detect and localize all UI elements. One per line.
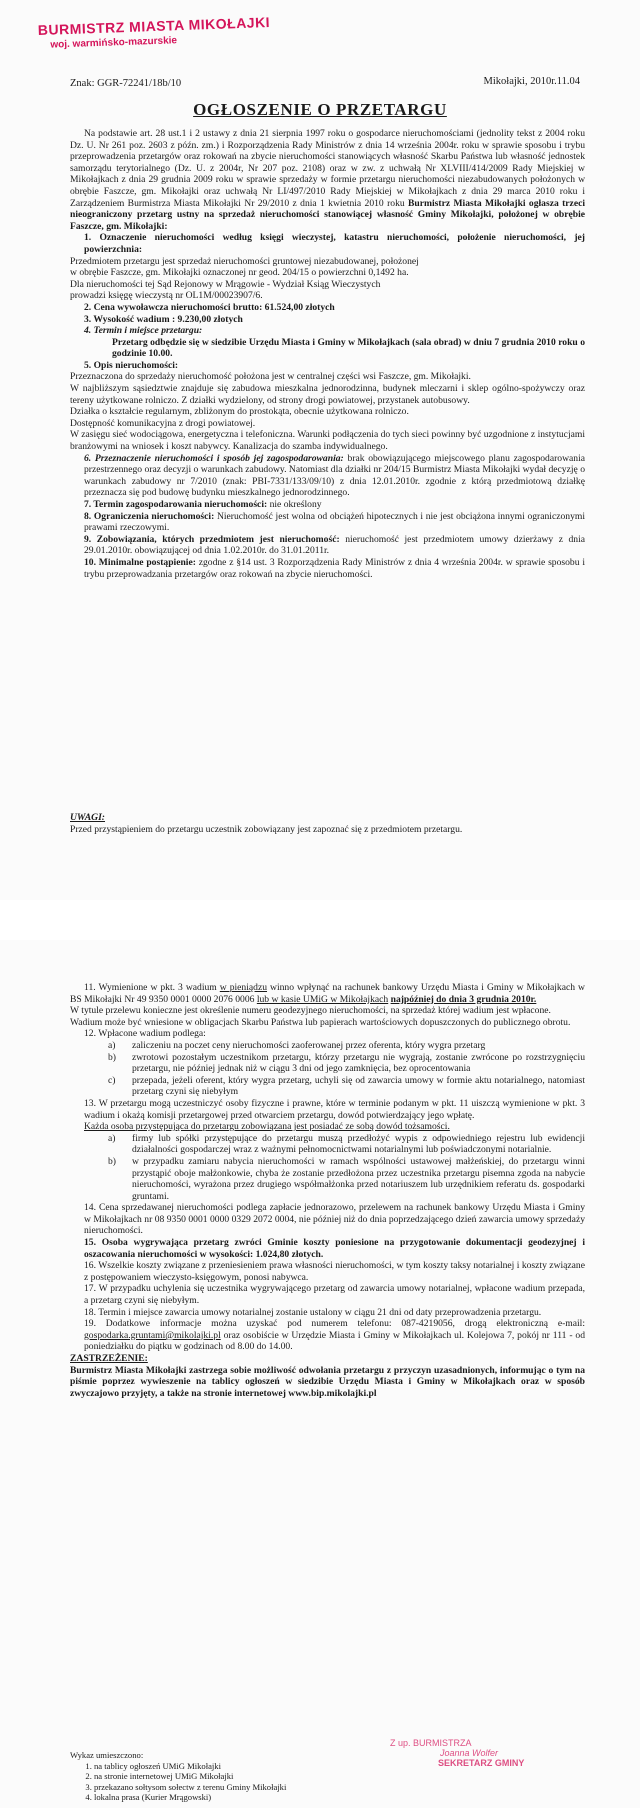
section-8 <box>70 511 585 534</box>
section-13-b-text: w przypadku zamiaru nabycia nieruchomości w ramach wspólności ustawowej małżeńskiej, do przetargu winni przystąpić oboje małżonkowie, chyba że zostanie przedłożona przez uczestnika przetargu pisemna zgoda na nabycie nieruchomości, wyrażona przez drugiego współmałżonka przed notariuszem lub urzędnikiem referatu ds. gospodarki gruntami. <box>132 1155 585 1202</box>
reference-number: Znak: GGR-72241/18b/10 <box>70 78 182 89</box>
remarks-block <box>70 812 585 835</box>
reservation-heading: ZASTRZEŻENIE: <box>70 1353 148 1364</box>
contact-email-link[interactable]: gospodarka.gruntami@mikolajki.pl <box>84 1329 221 1341</box>
section-5-para-5: W zasięgu sieć wodociągowa, energetyczna i telefoniczna. Warunki podłączenia do tych sieci powinny być uzgodnione z instytucjami branżowymi na wniosek i koszt nabywcy. Kanalizacja do szamba indywidualnego. <box>70 429 585 453</box>
section-11-para-2: W tytule przelewu konieczne jest określenie numeru geodezyjnego nieruchomości, na sprzedaż której wadium jest wpłacone. <box>70 1005 551 1017</box>
document-title: OGŁOSZENIE O PRZETARGU <box>193 100 447 119</box>
section-12-c-letter: c) <box>108 1074 116 1086</box>
section-6 <box>70 453 585 499</box>
section-11 <box>70 982 585 1005</box>
intro-paragraph <box>70 128 585 232</box>
section-9 <box>70 534 585 557</box>
section-12-heading: 12. Wpłacone wadium podlega: <box>84 1028 206 1040</box>
section-17: 17. W przypadku uchylenia się uczestnika wygrywającego przetarg od zawarcia umowy notarialnej, wpłacone wadium przepada, a przetarg czyni się niebyłym. <box>84 1283 585 1307</box>
section-7 <box>70 499 585 511</box>
section-11-para-3: Wadium może być wniesione w obligacjach Skarbu Państwa lub papierach wartościowych dopuszczonych do publicznego obrotu. <box>70 1016 571 1028</box>
section-9-heading: 9. Zobowiązania, których przedmiotem jest nieruchomość: <box>84 533 340 545</box>
stamp-line-1: BURMISTRZ MIASTA MIKOŁAJKI <box>37 13 271 39</box>
section-12-a <box>70 1040 585 1052</box>
stamp-line-2: woj. warmińsko-mazurskie <box>50 35 178 51</box>
section-5-para-2: W najbliższym sąsiedztwie znajduje się zabudowa mieszkalna jednorodzinna, budynek mleczarni i sklep ogólno-spożywczy oraz tereny użytkowane rolniczo. Z działki wydzielony, od strony drogi powiatowej, przystanek autobusowy. <box>70 383 585 406</box>
list-item: 1. na tablicy ogłoszeń UMiG Mikołajki <box>94 1761 370 1772</box>
section-13-a-letter: a) <box>108 1132 116 1144</box>
section-5-heading: 5. Opis nieruchomości: <box>84 359 179 371</box>
section-13-b <box>70 1156 585 1202</box>
section-12-a-text: zaliczeniu na poczet ceny nieruchomości zaoferowanej przez oferenta, który wygra przetarg <box>132 1039 486 1051</box>
list-item: 4. lokalna prasa (Kurier Mrągowski) <box>94 1792 370 1803</box>
page-gap <box>0 900 640 940</box>
section-19-a: 19. Dodatkowe informacje można uzyskać pod numerem telefonu: 087-4219056, drogą elektroniczną e-mail: <box>84 1318 585 1330</box>
section-1-line-4: prowadzi księgę wieczystą nr OL1M/00023907/6. <box>70 290 263 302</box>
section-7-text: nie określony <box>269 499 322 510</box>
section-12-b-text: zwrotowi pozostałym uczestnikom przetargu, którzy przetargu nie wygrają, zostanie zwrócone po rozstrzygnięciu przetargu, nie później jednak niż w ciągu 3 dni od jego zamknięcia, bez oprocentowania <box>132 1051 585 1075</box>
section-12-b <box>70 1052 585 1075</box>
section-14: 14. Cena sprzedawanej nieruchomości podlega zapłacie jednorazowo, przelewem na rachunek bankowy Urzędu Miasta i Gminy w Mikołajkach nr 08 9350 0001 0000 0329 2072 0004, nie później niż do dnia poprzedzającego dzień zawarcia umowy sprzedaży nieruchomości. <box>84 1202 585 1237</box>
section-9-text: nieruchomość jest przedmiotem umowy dzierżawy z dnia 29.01.2010r. obowiązującej od dnia 1.02.2010r. do 31.01.2011r. <box>84 533 585 557</box>
section-12-c <box>70 1075 585 1098</box>
section-5-para-1: Przeznaczona do sprzedaży nieruchomość położona jest w centralnej części wsi Faszcze, gm. Mikołajki. <box>70 371 471 383</box>
section-8-text: Nieruchomość jest wolna od obciążeń hipotecznych i nie jest obciążona innymi ograniczonymi prawami rzeczowymi. <box>84 510 585 534</box>
section-5-para-4: Dostępność komunikacyjna z drogi powiatowej. <box>70 417 256 429</box>
section-18: 18. Termin i miejsce zawarcia umowy notarialnej zostanie ustalony w ciągu 21 dni od daty przeprowadzenia przetargu. <box>84 1306 542 1318</box>
section-10-text: zgodne z §14 ust. 3 Rozporządzenia Rady Ministrów z dnia 4 września 2004r. w sprawie sposobu i trybu przeprowadzania przetargów oraz rokowań na zbycie nieruchomości. <box>84 556 585 580</box>
section-10 <box>70 557 585 580</box>
posting-list <box>70 1750 370 1803</box>
list-item: 2. na stronie internetowej UMiG Mikołajki <box>94 1771 370 1782</box>
section-4-heading: 4. Termin i miejsce przetargu: <box>84 325 203 337</box>
section-13: 13. W przetargu mogą uczestniczyć osoby fizyczne i prawne, które w terminie podanym w pkt. 11 uiszczą wymienione w pkt. 3 wadium i okażą komisji przetargowej przed otwarciem przetargu, dowód potwierdzający jego wpłatę. <box>84 1097 585 1121</box>
section-1-line-1: Przedmiotem przetargu jest sprzedaż nieruchomości gruntowej niezabudowanej, położonej <box>70 255 419 267</box>
reservation-text: Burmistrz Miasta Mikołajki zastrzega sobie możliwość odwołania przetargu z przyczyn uzasadnionych, informując o tym na piśmie poprzez wywieszenie na tablicy ogłoszeń w siedzibie Urzędu Miasta i Gminy w Mikołajkach oraz w sposób zwyczajowo przyjęty, a także na stronie internetowej www.bip.mikolajki.pl <box>70 1364 585 1399</box>
section-1-line-3: Dla nieruchomości tej Sąd Rejonowy w Mrągowie - Wydział Ksiąg Wieczystych <box>70 278 381 290</box>
section-11-a-underlined: w pieniądzu <box>219 982 268 993</box>
section-13-a <box>70 1133 585 1156</box>
section-6-heading: 6. Przeznaczenie nieruchomości i sposób jej zagospodarowania: <box>84 452 344 464</box>
list-item: 3. przekazano sołtysom sołectw z terenu Gminy Mikołajki <box>94 1782 370 1793</box>
posting-list-items <box>70 1761 370 1803</box>
section-13-b-letter: b) <box>108 1155 116 1167</box>
intro-text: Na podstawie art. 28 ust.1 i 2 ustawy z dnia 21 sierpnia 1997 roku o gospodarce nieruchomościami (jednolity tekst z 2004 roku Dz. U. Nr 261 poz. 2603 z późn. zm.) i Rozporządzenia Rady Ministrów z dnia 14 września 2004r. roku w sprawie sposobu i trybu przeprowadzenia przetargów oraz rokowań na zbycie nieruchomości stanowiących własność Skarbu Państwa lub własność jednostek samorządu terytorialnego (Dz. U. z 2004r, Nr 207 poz. 2108) oraz w zw. z uchwałą Nr XLVIII/414/2009 Rady Miejskiej w Mikołajkach z dnia 29 grudnia 2009 roku w sprawie sprzedaży w formie przetargu nieruchomości niezabudowanych położonych w obrębie Faszcze, gm. Mikołajki oraz uchwałą Nr LI/497/2010 Rady Miejskiej w Mikołajkach z dnia 29 marca 2010 roku i Zarządzeniem Burmistrza Miasta Mikołajki Nr 29/2010 z dnia 1 kwietnia 2010 roku <box>70 128 585 209</box>
signature-stamp <box>380 1738 524 1768</box>
section-11-b: winno wpłynąć na rachunek bankowy Urzędu Miasta i Gminy w Mikołajkach w BS Mikołajki Nr 49 9350 0001 0000 2076 0006 <box>70 982 585 1005</box>
remarks-heading: UWAGI: <box>70 812 106 823</box>
section-1-line-2: w obrębie Faszcze, gm. Mikołajki oznaczonej nr geod. 204/15 o powierzchni 0,1492 ha. <box>70 267 409 279</box>
section-16: 16. Wszelkie koszty związane z przeniesieniem prawa własności nieruchomości, w tym koszty taksy notarialnej i koszty związane z postępowaniem wieczysto-księgowym, ponosi nabywca. <box>84 1260 585 1283</box>
signature-stamp-line-3: SEKRETARZ GMINY <box>438 1758 525 1768</box>
section-12-b-letter: b) <box>108 1051 116 1063</box>
section-6-text: brak obowiązującego miejscowego planu zagospodarowania przestrzennego oraz decyzji o warunkach zabudowy. Natomiast dla działki nr 204/15 Burmistrz Miasta Mikołajki wydał decyzję o warunkach zabudowy nr 7/2010 (znak: PBI-7331/133/09/10) z dnia 12.01.2010r. zgodnie z którą przedmiotową działkę przeznacza się pod budowę budynku mieszkalnego jednorodzinnego. <box>84 452 585 499</box>
section-15: 15. Osoba wygrywająca przetarg zwróci Gminie koszty poniesione na przygotowanie dokumentacji geodezyjnej i oszacowania nieruchomości w wysokości: 1.024,80 złotych. <box>84 1237 585 1260</box>
announcement-body <box>70 128 585 580</box>
section-11-a: 11. Wymienione w pkt. 3 wadium <box>84 982 217 993</box>
section-13-a-text: firmy lub spółki przystępujące do przetargu muszą przedłożyć wypis z odpowiedniego rejestru lub ewidencji działalności gospodarczej wraz z ważnymi pełnomocnictwami notarialnymi lub poświadczonymi notarialnie. <box>132 1132 585 1156</box>
section-4-text: Przetarg odbędzie się w siedzibie Urzędu Miasta i Gminy w Mikołajkach (sala obrad) w dniu 7 grudnia 2010 roku o godzinie 10.00. <box>112 336 585 360</box>
section-2-price: 2. Cena wywoławcza nieruchomości brutto: 61.524,00 złotych <box>84 301 335 313</box>
section-1-heading: 1. Oznaczenie nieruchomości według księgi wieczystej, katastru nieruchomości, położenie nieruchomości, jej powierzchnia: <box>84 232 585 255</box>
section-13-identity: Każda osoba przystępująca do przetargu zobowiązana jest posiadać ze sobą dowód tożsamości. <box>84 1121 450 1133</box>
section-7-heading: 7. Termin zagospodarowania nieruchomości: <box>84 499 268 510</box>
section-19 <box>70 1318 585 1353</box>
posting-list-heading: Wykaz umieszczono: <box>70 1750 144 1760</box>
section-3-deposit: 3. Wysokość wadium : 9.230,00 złotych <box>84 313 243 325</box>
remarks-text: Przed przystąpieniem do przetargu uczestnik zobowiązany jest zapoznać się z przedmiotem przetargu. <box>70 823 463 835</box>
section-12-a-letter: a) <box>108 1039 116 1051</box>
section-11-deadline: najpóźniej do dnia 3 grudnia 2010r. <box>390 993 537 1005</box>
section-12-c-text: przepada, jeżeli oferent, który wygra przetarg, uchyli się od zawarcia umowy w formie aktu notarialnego, natomiast przetarg czyni się niebyłym <box>132 1074 585 1098</box>
section-8-heading: 8. Ograniczenia nieruchomości: <box>84 510 215 522</box>
section-11-cashier: lub w kasie UMiG w Mikołajkach <box>256 993 389 1005</box>
intro-bold: Burmistrz Miasta Mikołajki ogłasza trzeci nieograniczony przetarg ustny na sprzedaż nieruchomości stanowiącej własność Gminy Mikołajki, położonej w obrębie Faszcze, gm. Mikołajki: <box>70 197 585 232</box>
section-5-para-3: Działka o kształcie regularnym, zbliżonym do prostokąta, obecnie użytkowana rolniczo. <box>70 406 409 418</box>
signature-stamp-line-1: Z up. BURMISTRZA <box>390 1738 472 1748</box>
section-19-b: oraz osobiście w Urzędzie Miasta i Gminy w Mikołajkach ul. Kolejowa 7, pokój nr 111 - od poniedziałku do piątku w godzinach od 8.00 do 14.00. <box>84 1329 585 1353</box>
place-date: Mikołajki, 2010r.11.04 <box>483 76 580 87</box>
signature-stamp-line-2: Joanna Wolfer <box>440 1748 499 1758</box>
section-10-heading: 10. Minimalne postąpienie: <box>84 556 196 568</box>
announcement-body-page-2 <box>70 982 585 1399</box>
